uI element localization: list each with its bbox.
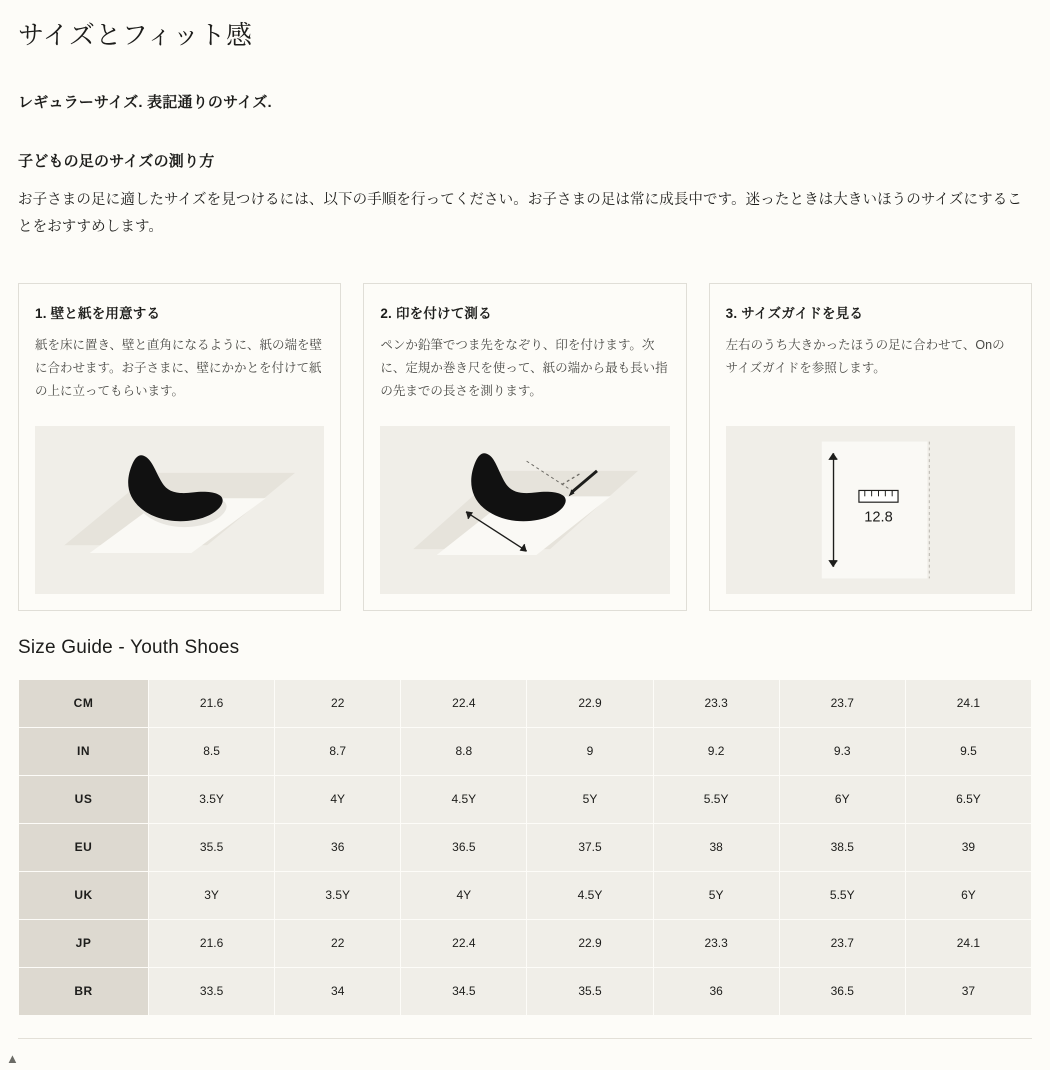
cell-eu-1: 35.5: [149, 823, 275, 871]
cell-us-6: 6Y: [779, 775, 905, 823]
size-guide-title: Size Guide - Youth Shoes: [18, 636, 240, 658]
step-2-title: 2. 印を付けて測る: [380, 305, 492, 321]
cell-jp-2: 22: [275, 919, 401, 967]
cell-jp-4: 22.9: [527, 919, 653, 967]
table-row: [19, 871, 1032, 919]
cell-jp-7: 24.1: [905, 919, 1031, 967]
size-and-fit-page: [0, 20, 1050, 1039]
cell-uk-3: 4Y: [401, 871, 527, 919]
step-3-text: 左右のうち大きかったほうの足に合わせて、Onのサイズガイドを参照します。: [725, 337, 1005, 375]
row-label-in: IN: [19, 727, 149, 775]
cell-jp-1: 21.6: [149, 919, 275, 967]
fit-summary: レギュラーサイズ. 表記通りのサイズ.: [18, 94, 272, 112]
cell-uk-2: 3.5Y: [275, 871, 401, 919]
cell-br-7: 37: [905, 967, 1031, 1015]
table-row: [19, 727, 1032, 775]
cell-eu-7: 39: [905, 823, 1031, 871]
table-row: [19, 823, 1032, 871]
step-card-2: [363, 283, 686, 611]
cell-in-1: 8.5: [149, 727, 275, 775]
scroll-up-indicator[interactable]: ▲: [6, 1051, 19, 1066]
cell-uk-5: 5Y: [653, 871, 779, 919]
cell-in-4: 9: [527, 727, 653, 775]
cell-us-2: 4Y: [275, 775, 401, 823]
cell-cm-6: 23.7: [779, 679, 905, 727]
row-label-br: BR: [19, 967, 149, 1015]
cell-br-1: 33.5: [149, 967, 275, 1015]
section-divider: [18, 1038, 1032, 1039]
cell-eu-5: 38: [653, 823, 779, 871]
table-row: [19, 775, 1032, 823]
page-title: サイズとフィット感: [18, 20, 253, 50]
measure-foot-illustration: [380, 426, 669, 594]
cell-eu-4: 37.5: [527, 823, 653, 871]
cell-uk-4: 4.5Y: [527, 871, 653, 919]
measure-section-heading: 子どもの足のサイズの測り方: [18, 153, 215, 171]
cell-cm-5: 23.3: [653, 679, 779, 727]
cell-us-7: 6.5Y: [905, 775, 1031, 823]
step-1-title: 1. 壁と紙を用意する: [35, 305, 161, 321]
cell-us-5: 5.5Y: [653, 775, 779, 823]
cell-uk-6: 5.5Y: [779, 871, 905, 919]
row-label-us: US: [19, 775, 149, 823]
row-label-eu: EU: [19, 823, 149, 871]
step-3-title: 3. サイズガイドを見る: [725, 305, 864, 321]
size-guide-illustration: [726, 426, 1015, 594]
size-guide-table-body: [19, 679, 1032, 1015]
cell-cm-7: 24.1: [905, 679, 1031, 727]
step-card-3: [709, 283, 1032, 611]
table-row: [19, 679, 1032, 727]
cell-jp-3: 22.4: [401, 919, 527, 967]
measure-section-intro: お子さまの足に適したサイズを見つけるには、以下の手順を行ってください。お子さまの足は常に成長中です。迷ったときは大きいほうのサイズにすることをおすすめします。: [18, 192, 1022, 235]
cell-br-6: 36.5: [779, 967, 905, 1015]
cell-in-3: 8.8: [401, 727, 527, 775]
table-row: [19, 967, 1032, 1015]
cell-eu-3: 36.5: [401, 823, 527, 871]
cell-cm-4: 22.9: [527, 679, 653, 727]
step-1-text: 紙を床に置き、壁と直角になるように、紙の端を壁に合わせます。お子さまに、壁にかかとを付けて紙の上に立ってもらいます。: [35, 337, 323, 399]
cell-in-6: 9.3: [779, 727, 905, 775]
cell-in-2: 8.7: [275, 727, 401, 775]
cell-br-5: 36: [653, 967, 779, 1015]
row-label-jp: JP: [19, 919, 149, 967]
ruler-icon: [859, 490, 898, 502]
cell-eu-6: 38.5: [779, 823, 905, 871]
size-guide-table: [18, 679, 1032, 1016]
cell-br-4: 35.5: [527, 967, 653, 1015]
cell-us-1: 3.5Y: [149, 775, 275, 823]
cell-us-4: 5Y: [527, 775, 653, 823]
cell-in-5: 9.2: [653, 727, 779, 775]
cell-cm-3: 22.4: [401, 679, 527, 727]
cell-uk-1: 3Y: [149, 871, 275, 919]
cell-us-3: 4.5Y: [401, 775, 527, 823]
table-row: [19, 919, 1032, 967]
row-label-uk: UK: [19, 871, 149, 919]
step-card-1: [18, 283, 341, 611]
cell-in-7: 9.5: [905, 727, 1031, 775]
measurement-value: 12.8: [863, 509, 893, 526]
cell-eu-2: 36: [275, 823, 401, 871]
cell-jp-6: 23.7: [779, 919, 905, 967]
cell-uk-7: 6Y: [905, 871, 1031, 919]
cell-cm-2: 22: [275, 679, 401, 727]
foot-on-paper-illustration: [35, 426, 324, 594]
cell-br-2: 34: [275, 967, 401, 1015]
cell-jp-5: 23.3: [653, 919, 779, 967]
row-label-cm: CM: [19, 679, 149, 727]
steps-container: [18, 283, 1032, 611]
step-2-text: ペンか鉛筆でつま先をなぞり、印を付けます。次に、定規か巻き尺を使って、紙の端から最も長い指の先までの長さを測ります。: [380, 337, 668, 399]
cell-cm-1: 21.6: [149, 679, 275, 727]
cell-br-3: 34.5: [401, 967, 527, 1015]
